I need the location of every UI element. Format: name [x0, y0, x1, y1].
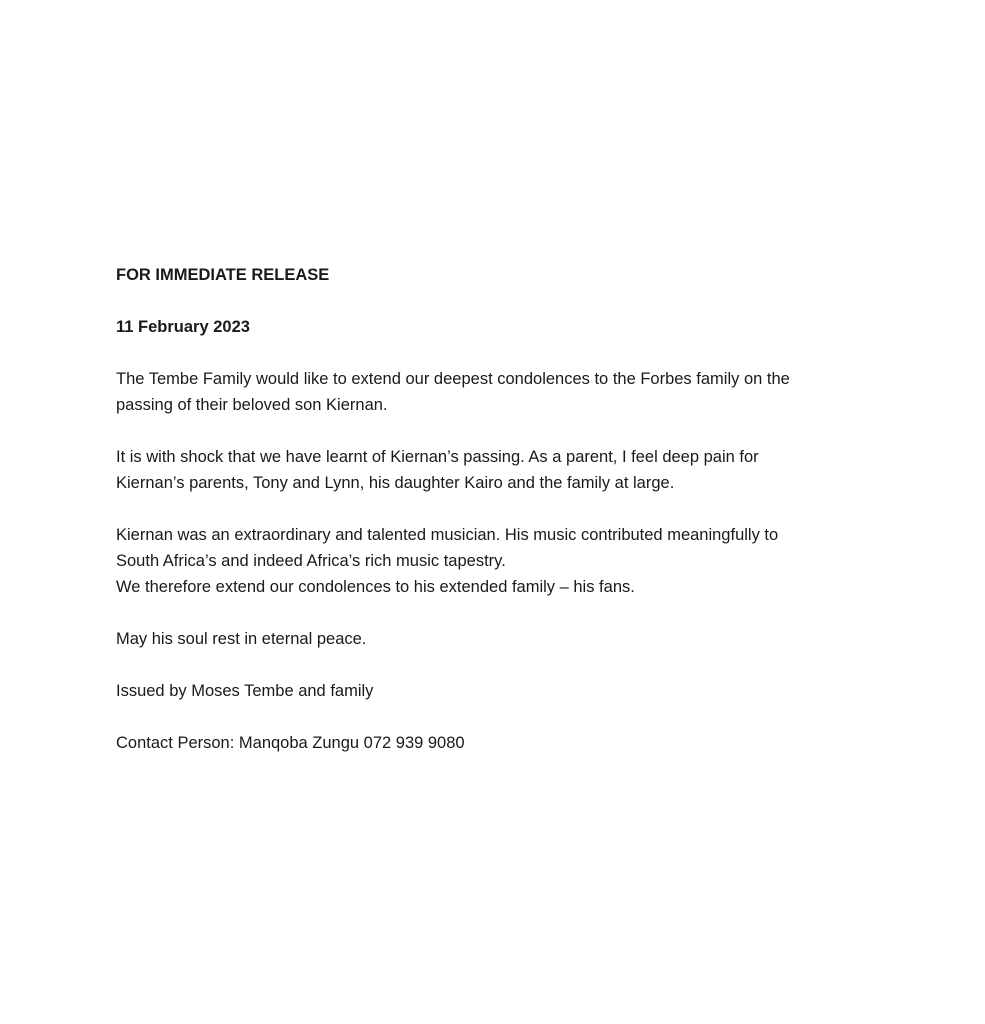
paragraph-line: We therefore extend our condolences to his extended family – his fans. — [116, 578, 635, 596]
spacer — [116, 600, 936, 626]
paragraph-condolences — [116, 366, 936, 418]
spacer — [116, 418, 936, 444]
paragraph-line: Kiernan’s parents, Tony and Lynn, his daughter Kairo and the family at large. — [116, 474, 675, 492]
spacer — [116, 288, 936, 314]
spacer — [116, 704, 936, 730]
press-release-body — [116, 262, 936, 756]
spacer — [116, 340, 936, 366]
release-heading: FOR IMMEDIATE RELEASE — [116, 266, 330, 284]
issued-by: Issued by Moses Tembe and family — [116, 682, 374, 700]
paragraph-peace: May his soul rest in eternal peace. — [116, 630, 367, 648]
paragraph-line: passing of their beloved son Kiernan. — [116, 396, 388, 414]
spacer — [116, 652, 936, 678]
paragraph-line: South Africa’s and indeed Africa’s rich music tapestry. — [116, 552, 506, 570]
paragraph-shock — [116, 444, 936, 496]
paragraph-line: It is with shock that we have learnt of Kiernan’s passing. As a parent, I feel deep pain for — [116, 448, 759, 466]
paragraph-line: Kiernan was an extraordinary and talented musician. His music contributed meaningfully to — [116, 526, 779, 544]
paragraph-musician — [116, 522, 936, 600]
paragraph-line: The Tembe Family would like to extend our deepest condolences to the Forbes family on the — [116, 370, 790, 388]
spacer — [116, 496, 936, 522]
contact-person: Contact Person: Manqoba Zungu 072 939 9080 — [116, 734, 465, 752]
release-date: 11 February 2023 — [116, 318, 250, 336]
